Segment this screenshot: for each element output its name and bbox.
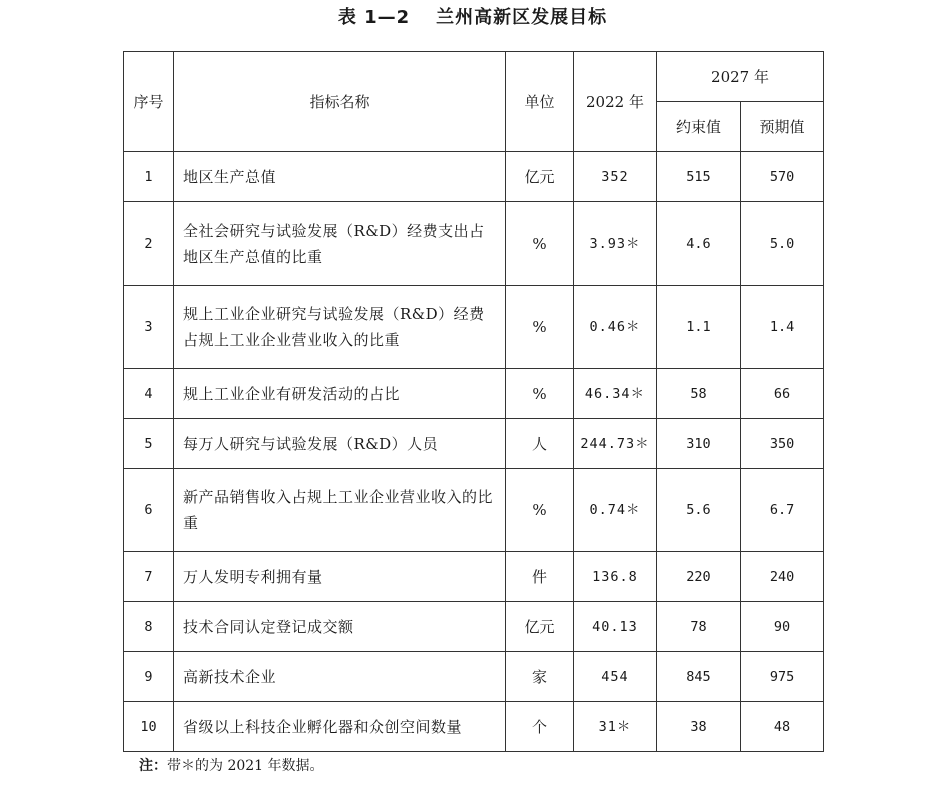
- row-binding-value: 4.6: [657, 202, 741, 286]
- row-indicator-name: 地区生产总值: [174, 152, 506, 202]
- row-binding-value: 1.1: [657, 286, 741, 369]
- row-indicator-name: 万人发明专利拥有量: [174, 552, 506, 602]
- row-expected-value: 570: [741, 152, 824, 202]
- row-seq: 5: [124, 419, 174, 469]
- row-expected-value: 48: [741, 702, 824, 752]
- header-expected: 预期值: [741, 102, 824, 152]
- header-seq: 序号: [124, 52, 174, 152]
- row-unit: 人: [506, 419, 574, 469]
- table-row: [124, 702, 824, 752]
- row-value-2022: 352: [574, 152, 657, 202]
- row-unit: 个: [506, 702, 574, 752]
- row-indicator-name: 新产品销售收入占规上工业企业营业收入的比重: [174, 469, 506, 552]
- row-value-2022: 136.8: [574, 552, 657, 602]
- row-expected-value: 350: [741, 419, 824, 469]
- table-title: [0, 4, 945, 32]
- row-seq: 1: [124, 152, 174, 202]
- note-label: 注：: [139, 758, 167, 774]
- row-unit: 家: [506, 652, 574, 702]
- row-value-2022: 454: [574, 652, 657, 702]
- table-row: [124, 469, 824, 552]
- header-binding: 约束值: [657, 102, 741, 152]
- row-expected-value: 5.0: [741, 202, 824, 286]
- header-2027: 2027 年: [657, 52, 824, 102]
- row-indicator-name: 规上工业企业有研发活动的占比: [174, 369, 506, 419]
- row-binding-value: 220: [657, 552, 741, 602]
- header-2022: 2022 年: [574, 52, 657, 152]
- table-row: [124, 202, 824, 286]
- row-unit: %: [506, 202, 574, 286]
- table-row: [124, 419, 824, 469]
- row-expected-value: 975: [741, 652, 824, 702]
- row-indicator-name: 每万人研究与试验发展（R&D）人员: [174, 419, 506, 469]
- row-indicator-name: 全社会研究与试验发展（R&D）经费支出占地区生产总值的比重: [174, 202, 506, 286]
- row-seq: 8: [124, 602, 174, 652]
- table-row: [124, 286, 824, 369]
- row-value-2022: 0.46＊: [574, 286, 657, 369]
- header-unit: 单位: [506, 52, 574, 152]
- row-unit: 亿元: [506, 152, 574, 202]
- row-indicator-name: 规上工业企业研究与试验发展（R&D）经费占规上工业企业营业收入的比重: [174, 286, 506, 369]
- row-seq: 2: [124, 202, 174, 286]
- table-row: [124, 652, 824, 702]
- note-text: 带＊的为 2021 年数据。: [167, 758, 324, 774]
- row-binding-value: 58: [657, 369, 741, 419]
- row-indicator-name: 高新技术企业: [174, 652, 506, 702]
- header-indicator: 指标名称: [174, 52, 506, 152]
- row-expected-value: 240: [741, 552, 824, 602]
- row-binding-value: 310: [657, 419, 741, 469]
- row-expected-value: 66: [741, 369, 824, 419]
- table-row: [124, 552, 824, 602]
- row-expected-value: 90: [741, 602, 824, 652]
- row-unit: 亿元: [506, 602, 574, 652]
- table-note: [139, 755, 324, 775]
- row-value-2022: 40.13: [574, 602, 657, 652]
- row-unit: %: [506, 469, 574, 552]
- row-expected-value: 6.7: [741, 469, 824, 552]
- row-seq: 10: [124, 702, 174, 752]
- row-binding-value: 5.6: [657, 469, 741, 552]
- row-binding-value: 845: [657, 652, 741, 702]
- row-value-2022: 244.73＊: [574, 419, 657, 469]
- row-value-2022: 46.34＊: [574, 369, 657, 419]
- row-seq: 3: [124, 286, 174, 369]
- table-number: 表 1—2: [337, 7, 411, 28]
- row-seq: 7: [124, 552, 174, 602]
- row-binding-value: 78: [657, 602, 741, 652]
- table-row: [124, 369, 824, 419]
- row-unit: %: [506, 369, 574, 419]
- table-caption: 兰州高新区发展目标: [436, 7, 608, 28]
- row-binding-value: 38: [657, 702, 741, 752]
- row-seq: 9: [124, 652, 174, 702]
- row-indicator-name: 技术合同认定登记成交额: [174, 602, 506, 652]
- row-value-2022: 3.93＊: [574, 202, 657, 286]
- row-expected-value: 1.4: [741, 286, 824, 369]
- table-row: [124, 152, 824, 202]
- row-binding-value: 515: [657, 152, 741, 202]
- row-seq: 4: [124, 369, 174, 419]
- row-indicator-name: 省级以上科技企业孵化器和众创空间数量: [174, 702, 506, 752]
- row-value-2022: 0.74＊: [574, 469, 657, 552]
- row-unit: 件: [506, 552, 574, 602]
- table-row: [124, 602, 824, 652]
- row-unit: %: [506, 286, 574, 369]
- row-seq: 6: [124, 469, 174, 552]
- row-value-2022: 31＊: [574, 702, 657, 752]
- goals-table: [123, 51, 824, 752]
